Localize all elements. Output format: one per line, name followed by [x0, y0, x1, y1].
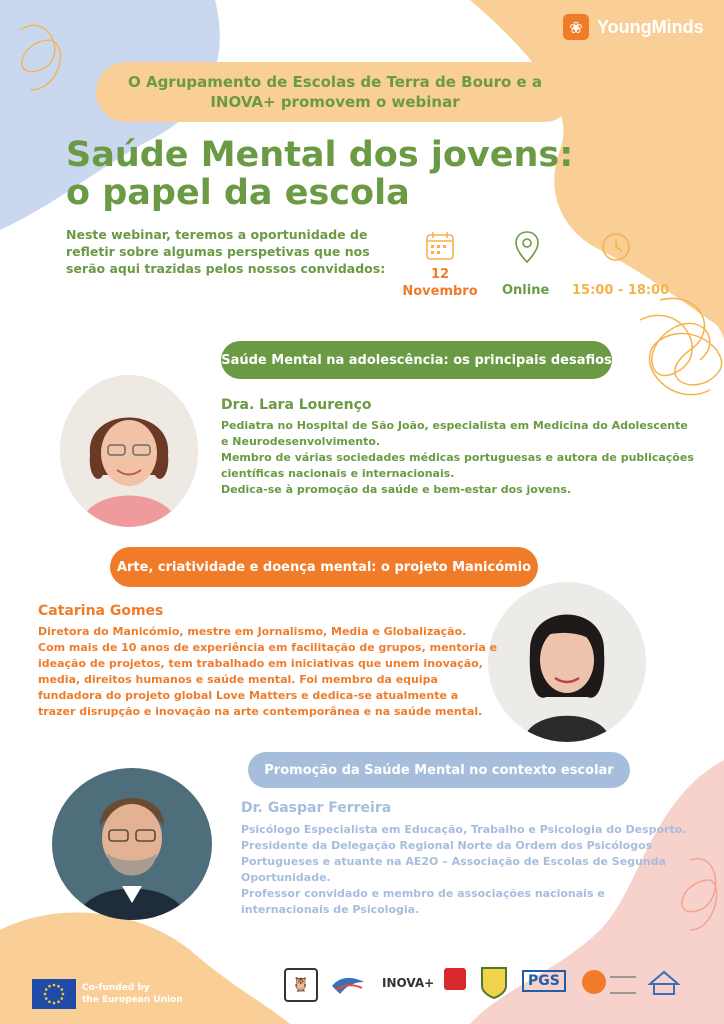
speaker-3-name: Dr. Gaspar Ferreira — [241, 800, 392, 816]
speaker-1-photo — [60, 375, 198, 527]
clock-icon — [600, 231, 632, 263]
speaker-3-bio — [241, 822, 686, 918]
page-title — [66, 136, 573, 212]
intro-text — [66, 226, 385, 277]
banner-line-2: INOVA+ promovem o webinar — [210, 93, 460, 111]
brand-name: YoungMinds — [597, 16, 704, 37]
partner-logos — [284, 966, 694, 1004]
title-line-1: Saúde Mental dos jovens: — [66, 135, 574, 175]
bio-line: media, direitos humanos e saúde mental. Foi membro da equipa — [38, 673, 438, 686]
school-logo-icon — [646, 966, 682, 1000]
bio-line: Diretora do Manicómio, mestre em Jornalismo, Media e Globalização. — [38, 625, 467, 638]
eu-line-2: the European Union — [82, 995, 183, 1005]
session-3-topic: Promoção da Saúde Mental no contexto escolar — [248, 752, 630, 788]
intro-line-1: Neste webinar, teremos a oportunidade de — [66, 227, 368, 242]
bio-line: ideação de projetos, tem trabalhado em iniciativas que unem inovação, — [38, 657, 483, 670]
bio-line: internacionais de Psicologia. — [241, 903, 420, 916]
bio-line: Membro de várias sociedades médicas portuguesas e autora de publicações — [221, 451, 694, 464]
title-line-2: o papel da escola — [66, 173, 410, 213]
bio-line: Dedica-se à promoção da saúde e bem-estar dos jovens. — [221, 483, 572, 496]
bio-line: Com mais de 10 anos de experiência em facilitação de grupos, mentoria e — [38, 641, 498, 654]
brand-icon: ❀ — [563, 14, 589, 40]
intro-line-3: serão aqui trazidas pelos nossos convidados: — [66, 261, 386, 276]
intro-line-2: refletir sobre algumas perspetivas que nos — [66, 244, 370, 259]
session-1-topic: Saúde Mental na adolescência: os principais desafios — [221, 341, 612, 379]
eu-line-1: Co-funded by — [82, 983, 150, 993]
session-2-topic: Arte, criatividade e doença mental: o projeto Manicómio — [110, 547, 538, 587]
bio-line: científicas nacionais e internacionais. — [221, 467, 455, 480]
speaker-2-name: Catarina Gomes — [38, 603, 164, 619]
event-day: 12 — [430, 267, 450, 282]
event-location: Online — [502, 283, 550, 298]
location-pin-icon — [513, 230, 541, 264]
calendar-icon — [424, 230, 456, 262]
event-time: 15:00 - 18:00 — [572, 283, 670, 298]
bio-line: Oportunidade. — [241, 871, 331, 884]
banner-line-1: O Agrupamento de Escolas de Terra de Bouro e a — [127, 73, 543, 91]
event-date — [398, 266, 482, 300]
bio-line: Portugueses e atuante na AE2O – Associação de Escolas de Segunda — [241, 855, 667, 868]
orange-circle-logo-icon — [582, 970, 606, 994]
bird-logo-icon — [330, 972, 366, 996]
event-month: Novembro — [402, 284, 478, 299]
speaker-2-bio — [38, 624, 497, 720]
speaker-2-photo — [488, 582, 646, 742]
bio-line: Pediatra no Hospital de São João, especialista em Medicina do Adolescente — [221, 419, 688, 432]
bio-line: fundadora do projeto global Love Matters e dedica-se atualmente a — [38, 689, 459, 702]
bio-line: Professor convidado e membro de associações nacionais e — [241, 887, 605, 900]
brand-logo — [563, 14, 704, 40]
eu-flag-icon — [32, 979, 76, 1009]
eu-cofunded-text — [82, 982, 183, 1006]
inova-logo: INOVA+ — [382, 976, 435, 990]
bio-line: e Neurodesenvolvimento. — [221, 435, 381, 448]
bio-line: Presidente da Delegação Regional Norte da Ordem dos Psicólogos — [241, 839, 653, 852]
organizer-banner — [96, 62, 574, 122]
speaker-1-bio — [221, 418, 694, 498]
speaker-3-photo — [52, 768, 212, 920]
owl-logo-icon: 🦉 — [284, 968, 318, 1002]
pgs-logo: PGS — [522, 970, 566, 992]
speaker-1-name: Dra. Lara Lourenço — [221, 397, 372, 413]
bio-line: Psicólogo Especialista em Educação, Trabalho e Psicologia do Desporto. — [241, 823, 687, 836]
shield-logo-icon — [480, 966, 508, 1000]
text-logo-icon — [610, 976, 636, 994]
bio-line: trazer disrupção e inovação na arte contemporânea e na saúde mental. — [38, 705, 483, 718]
red-logo-icon — [444, 968, 466, 990]
